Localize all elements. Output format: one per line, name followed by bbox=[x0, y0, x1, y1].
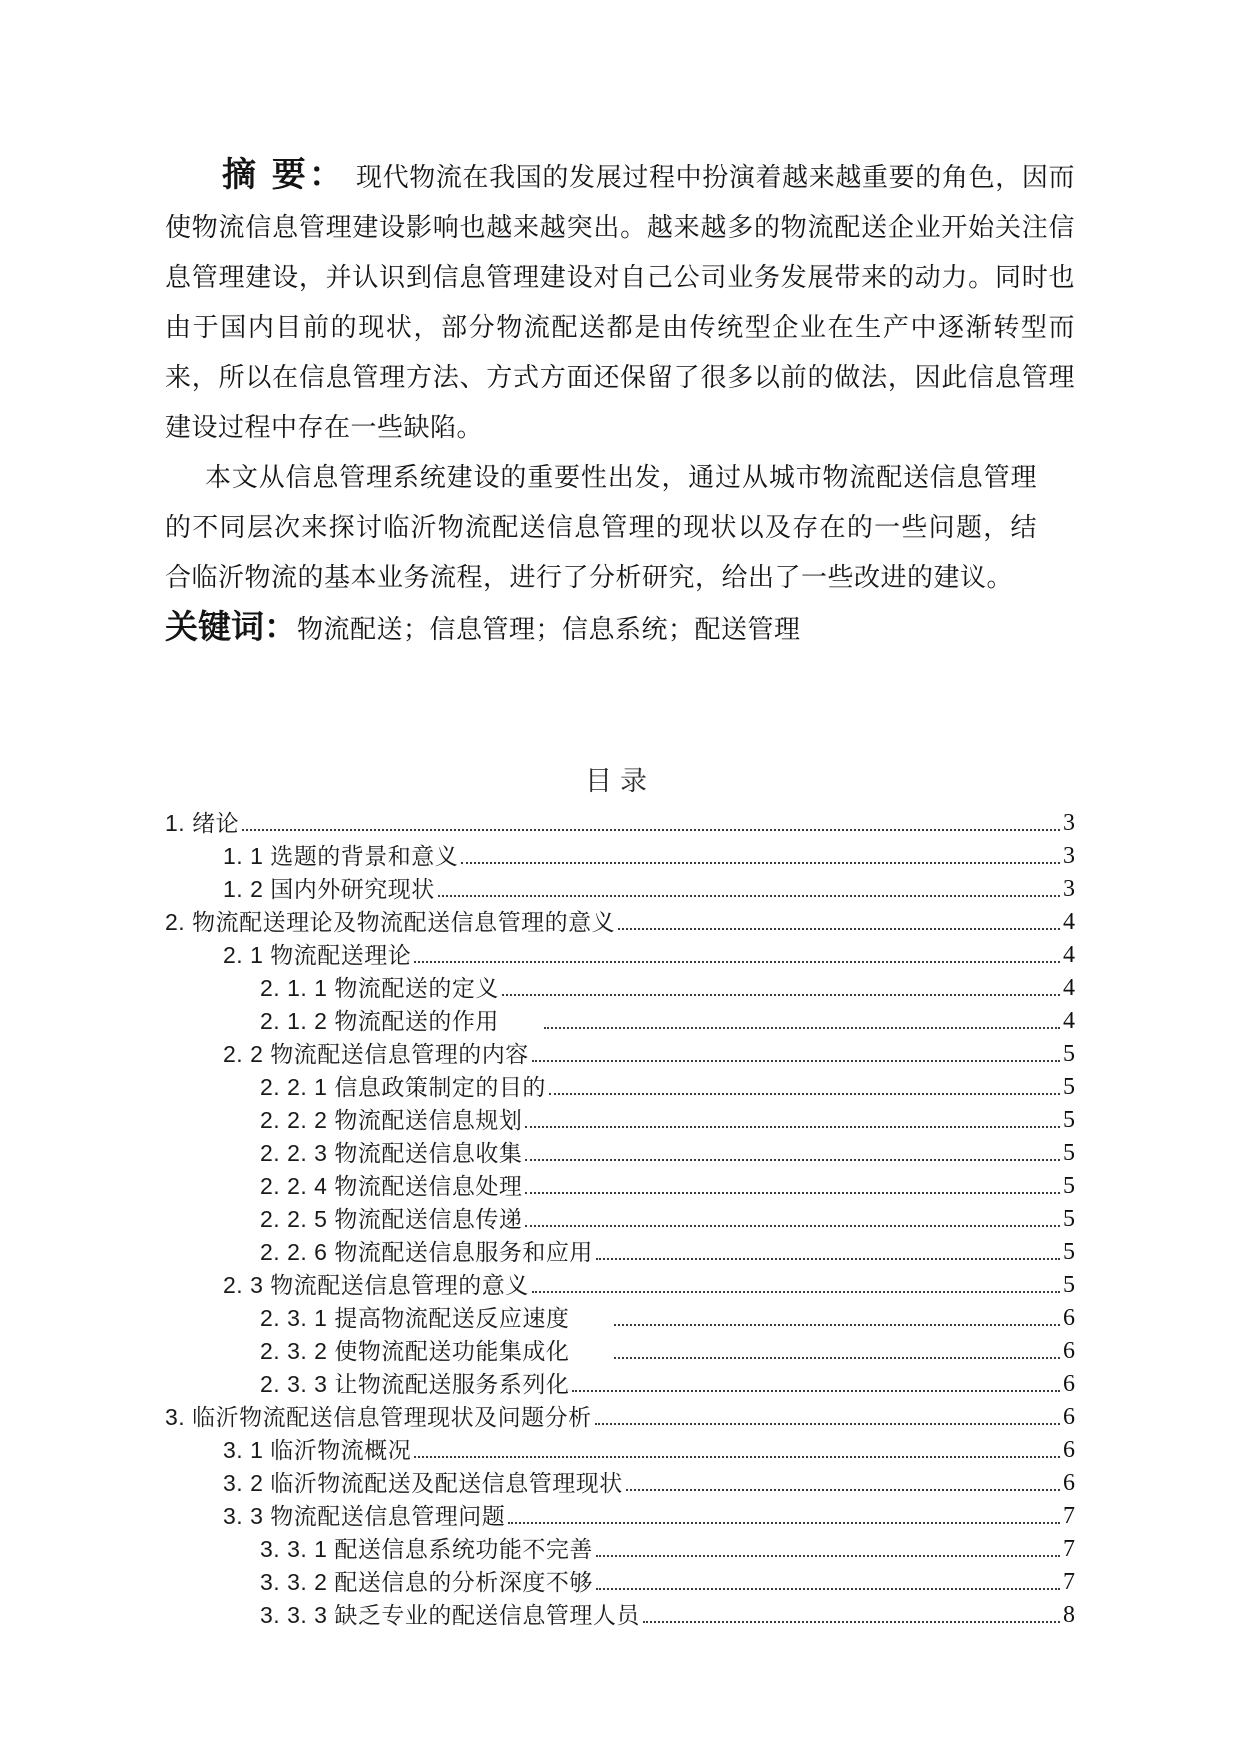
toc-dot-leader bbox=[596, 1258, 1060, 1260]
toc-item-label: 3. 临沂物流配送信息管理现状及问题分析 bbox=[165, 1404, 592, 1430]
abstract-paragraph-1 bbox=[165, 150, 1075, 452]
toc-item-label: 1. 1 选题的背景和意义 bbox=[223, 843, 459, 869]
keywords-label: 关键词： bbox=[165, 608, 297, 645]
toc-dot-leader bbox=[461, 862, 1060, 864]
toc-item-page-number: 3 bbox=[1063, 843, 1075, 869]
toc-dot-leader bbox=[618, 928, 1060, 930]
toc-item-label: 2. 2. 4 物流配送信息处理 bbox=[260, 1173, 523, 1199]
toc-dot-leader bbox=[596, 1555, 1060, 1557]
toc-item-label: 3. 3. 1 配送信息系统功能不完善 bbox=[260, 1536, 593, 1562]
toc-item-label: 2. 2 物流配送信息管理的内容 bbox=[223, 1041, 529, 1067]
toc-item[interactable] bbox=[165, 1433, 1075, 1466]
abstract-label: 摘 要： bbox=[222, 156, 346, 194]
toc-dot-leader bbox=[544, 1027, 1060, 1029]
toc-dot-leader bbox=[525, 1126, 1060, 1128]
toc-item-label: 2. 1 物流配送理论 bbox=[223, 942, 412, 968]
toc-item[interactable] bbox=[165, 1136, 1075, 1169]
keywords-text: 物流配送；信息管理；信息系统；配送管理 bbox=[297, 614, 801, 644]
toc-item[interactable] bbox=[165, 1169, 1075, 1202]
toc-item[interactable] bbox=[165, 872, 1075, 905]
toc-item-label: 2. 3 物流配送信息管理的意义 bbox=[223, 1272, 529, 1298]
toc-item-page-number: 4 bbox=[1063, 1008, 1075, 1034]
toc-item-label: 1. 绪论 bbox=[165, 810, 240, 836]
toc-item-page-number: 5 bbox=[1063, 1272, 1075, 1298]
toc-item[interactable] bbox=[165, 806, 1075, 839]
toc-item-label: 3. 3 物流配送信息管理问题 bbox=[223, 1503, 506, 1529]
toc-dot-leader bbox=[502, 994, 1060, 996]
toc-item-page-number: 3 bbox=[1063, 876, 1075, 902]
toc-item-label: 3. 2 临沂物流配送及配送信息管理现状 bbox=[223, 1470, 623, 1496]
toc-item-label: 2. 3. 2 使物流配送功能集成化 bbox=[260, 1338, 570, 1364]
toc-item-page-number: 5 bbox=[1063, 1206, 1075, 1232]
toc-item-label: 2. 物流配送理论及物流配送信息管理的意义 bbox=[165, 909, 616, 935]
toc-item-label: 3. 3. 2 配送信息的分析深度不够 bbox=[260, 1569, 593, 1595]
toc-item-page-number: 6 bbox=[1063, 1470, 1075, 1496]
toc-item-page-number: 7 bbox=[1063, 1503, 1075, 1529]
toc-item[interactable] bbox=[165, 1466, 1075, 1499]
toc-item[interactable] bbox=[165, 1301, 1075, 1334]
toc-item-page-number: 4 bbox=[1063, 975, 1075, 1001]
toc-item-page-number: 5 bbox=[1063, 1041, 1075, 1067]
toc-item[interactable] bbox=[165, 1202, 1075, 1235]
toc-dot-leader bbox=[525, 1159, 1060, 1161]
toc-item-page-number: 6 bbox=[1063, 1338, 1075, 1364]
toc-dot-leader bbox=[595, 1423, 1060, 1425]
toc-title: 目录 bbox=[585, 766, 655, 796]
toc-item-page-number: 5 bbox=[1063, 1107, 1075, 1133]
toc-item-label: 3. 1 临沂物流概况 bbox=[223, 1437, 412, 1463]
toc-dot-leader bbox=[596, 1588, 1060, 1590]
toc-item-label: 2. 2. 6 物流配送信息服务和应用 bbox=[260, 1239, 593, 1265]
toc-item[interactable] bbox=[165, 1400, 1075, 1433]
toc-item-page-number: 5 bbox=[1063, 1239, 1075, 1265]
abstract-paragraph-1-text: 现代物流在我国的发展过程中扮演着越来越重要的角色，因而使物流信息管理建设影响也越来越突出。越来越多的物流配送企业开始关注信息管理建设，并认识到信息管理建设对自己公司业务发展带来的动力。同时也由于国内目前的现状，部分物流配送都是由传统型企业在生产中逐渐转型而来，所以在信息管理方法、方式方面还保留了很多以前的做法，因此信息管理建设过程中存在一些缺陷。 bbox=[165, 162, 1075, 442]
toc-item[interactable] bbox=[165, 905, 1075, 938]
toc-item[interactable] bbox=[165, 1235, 1075, 1268]
toc-item-page-number: 4 bbox=[1063, 909, 1075, 935]
toc-dot-leader bbox=[626, 1489, 1060, 1491]
toc-item[interactable] bbox=[165, 938, 1075, 971]
toc-item-page-number: 5 bbox=[1063, 1173, 1075, 1199]
toc-item-page-number: 6 bbox=[1063, 1305, 1075, 1331]
toc-item-label: 2. 2. 2 物流配送信息规划 bbox=[260, 1107, 523, 1133]
toc-item[interactable] bbox=[165, 1103, 1075, 1136]
toc-item[interactable] bbox=[165, 1532, 1075, 1565]
keywords-line bbox=[165, 602, 1075, 659]
toc-item-page-number: 7 bbox=[1063, 1569, 1075, 1595]
toc-dot-leader bbox=[414, 961, 1060, 963]
toc-item-page-number: 6 bbox=[1063, 1371, 1075, 1397]
toc-item-page-number: 3 bbox=[1063, 810, 1075, 836]
toc-dot-leader bbox=[532, 1060, 1060, 1062]
toc-dot-leader bbox=[525, 1192, 1060, 1194]
toc-item-page-number: 7 bbox=[1063, 1536, 1075, 1562]
toc-item[interactable] bbox=[165, 1565, 1075, 1598]
toc-dot-leader bbox=[643, 1621, 1060, 1623]
toc-item-label: 2. 1. 2 物流配送的作用 bbox=[260, 1008, 499, 1034]
toc-item[interactable] bbox=[165, 1268, 1075, 1301]
toc-item-label: 3. 3. 3 缺乏专业的配送信息管理人员 bbox=[260, 1602, 640, 1628]
toc-dot-leader bbox=[242, 829, 1060, 831]
toc-dot-leader bbox=[614, 1324, 1060, 1326]
toc-item[interactable] bbox=[165, 1037, 1075, 1070]
toc-dot-leader bbox=[549, 1093, 1060, 1095]
toc-item[interactable] bbox=[165, 1070, 1075, 1103]
toc-list bbox=[165, 806, 1075, 1631]
toc-dot-leader bbox=[614, 1357, 1060, 1359]
toc-item[interactable] bbox=[165, 1004, 1075, 1037]
toc-item[interactable] bbox=[165, 1367, 1075, 1400]
toc-item-label: 2. 3. 3 让物流配送服务系列化 bbox=[260, 1371, 570, 1397]
toc-item-label: 1. 2 国内外研究现状 bbox=[223, 876, 435, 902]
toc-item[interactable] bbox=[165, 971, 1075, 1004]
toc-item-page-number: 5 bbox=[1063, 1074, 1075, 1100]
toc-item-label: 2. 2. 3 物流配送信息收集 bbox=[260, 1140, 523, 1166]
toc-item-page-number: 5 bbox=[1063, 1140, 1075, 1166]
toc-item-page-number: 6 bbox=[1063, 1404, 1075, 1430]
toc-item[interactable] bbox=[165, 1334, 1075, 1367]
toc-dot-leader bbox=[508, 1522, 1060, 1524]
abstract-section bbox=[165, 150, 1075, 602]
toc-item-label: 2. 1. 1 物流配送的定义 bbox=[260, 975, 499, 1001]
toc-item-label: 2. 2. 5 物流配送信息传递 bbox=[260, 1206, 523, 1232]
toc-item-page-number: 4 bbox=[1063, 942, 1075, 968]
toc-item[interactable] bbox=[165, 1499, 1075, 1532]
toc-item[interactable] bbox=[165, 1598, 1075, 1631]
toc-item-page-number: 8 bbox=[1063, 1602, 1075, 1628]
toc-dot-leader bbox=[572, 1390, 1060, 1392]
toc-dot-leader bbox=[414, 1456, 1060, 1458]
toc-dot-leader bbox=[438, 895, 1060, 897]
abstract-paragraph-2: 本文从信息管理系统建设的重要性出发，通过从城市物流配送信息管理的不同层次来探讨临沂物流配送信息管理的现状以及存在的一些问题，结合临沂物流的基本业务流程，进行了分析研究，给出了一些改进的建议。 bbox=[165, 462, 1037, 592]
toc-dot-leader bbox=[532, 1291, 1060, 1293]
toc-item-label: 2. 2. 1 信息政策制定的目的 bbox=[260, 1074, 546, 1100]
toc-dot-leader bbox=[525, 1225, 1060, 1227]
toc-item-page-number: 6 bbox=[1063, 1437, 1075, 1463]
toc-item[interactable] bbox=[165, 839, 1075, 872]
toc-item-label: 2. 3. 1 提高物流配送反应速度 bbox=[260, 1305, 570, 1331]
